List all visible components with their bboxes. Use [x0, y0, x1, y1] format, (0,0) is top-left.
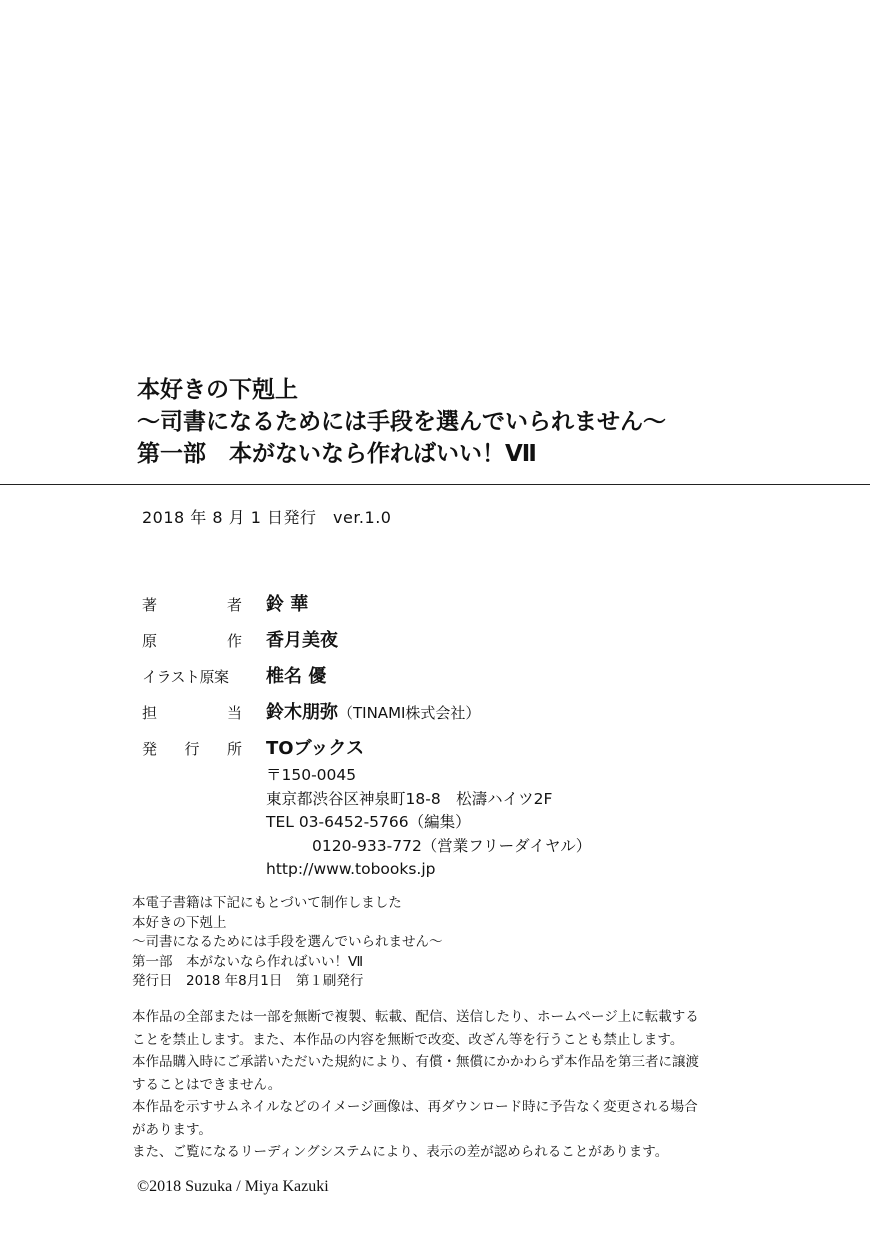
publisher-tel: TEL 03-6452-5766（編集） — [266, 813, 471, 831]
notice-line: また、ご覧になるリーディングシステムにより、表示の差が認められることがあります。 — [132, 1144, 669, 1160]
source-issue-date: 発行日 2018 年8月1日 第１刷発行 — [132, 973, 364, 989]
title-divider — [0, 484, 870, 485]
title-line-part: 第一部 本がないなら作ればいい！Ⅶ — [137, 441, 537, 467]
source-edition-block — [132, 894, 443, 992]
credit-label-original: 原 作 — [142, 632, 242, 650]
credit-value-illustration: 椎名 優 — [266, 666, 327, 687]
book-title — [137, 374, 666, 470]
credit-label-author: 著 者 — [142, 596, 242, 614]
publisher-address: 東京都渋谷区神泉町18-8 松濤ハイツ2F — [266, 789, 553, 808]
source-title-part: 第一部 本がないなら作ればいい！Ⅶ — [132, 953, 364, 970]
notice-line: ことを禁止します。また、本作品の内容を無断で改変、改ざん等を行うことも禁止します。 — [132, 1031, 684, 1048]
notice-line: 本作品の全部または一部を無断で複製、転載、配信、送信したり、ホームページ上に転載する — [132, 1009, 699, 1025]
notice-line: があります。 — [132, 1121, 212, 1138]
publisher-postal: 〒150-0045 — [266, 766, 357, 784]
source-intro: 本電子書籍は下記にもとづいて制作しました — [132, 895, 402, 911]
copyright-notice: ©2018 Suzuka / Miya Kazuki — [137, 1178, 329, 1195]
source-title-main: 本好きの下剋上 — [132, 914, 227, 931]
legal-notice — [132, 1006, 699, 1164]
title-line-main: 本好きの下剋上 — [137, 377, 298, 403]
publisher-tel-freedial: 0120-933-772（営業フリーダイヤル） — [312, 836, 592, 855]
credit-value-original: 香月美夜 — [266, 630, 338, 651]
credit-value-author: 鈴 華 — [266, 594, 309, 615]
credit-label-illustration: イラスト原案 — [142, 668, 229, 686]
publisher-details — [266, 764, 591, 882]
notice-line: 本作品購入時にご承諾いただいた規約により、有償・無償にかかわらず本作品を第三者に譲渡 — [132, 1054, 699, 1070]
publisher-name: TOブックス — [266, 738, 365, 759]
publisher-url[interactable]: http://www.tobooks.jp — [266, 860, 436, 878]
title-line-subtitle: ～司書になるためには手段を選んでいられません～ — [137, 409, 666, 435]
notice-line: することはできません。 — [132, 1076, 282, 1093]
source-title-subtitle: ～司書になるためには手段を選んでいられません～ — [132, 934, 443, 950]
publication-date: 2018 年 8 月 1 日発行 ver.1.0 — [142, 508, 392, 527]
notice-line: 本作品を示すサムネイルなどのイメージ画像は、再ダウンロード時に予告なく変更される場合 — [132, 1099, 698, 1115]
credit-value-editor: 鈴木朋弥（TINAMI株式会社） — [266, 702, 481, 723]
editor-company: （TINAMI株式会社） — [338, 704, 481, 722]
publisher-label: 発 行 所 — [142, 740, 242, 758]
credit-label-editor: 担 当 — [142, 704, 242, 722]
